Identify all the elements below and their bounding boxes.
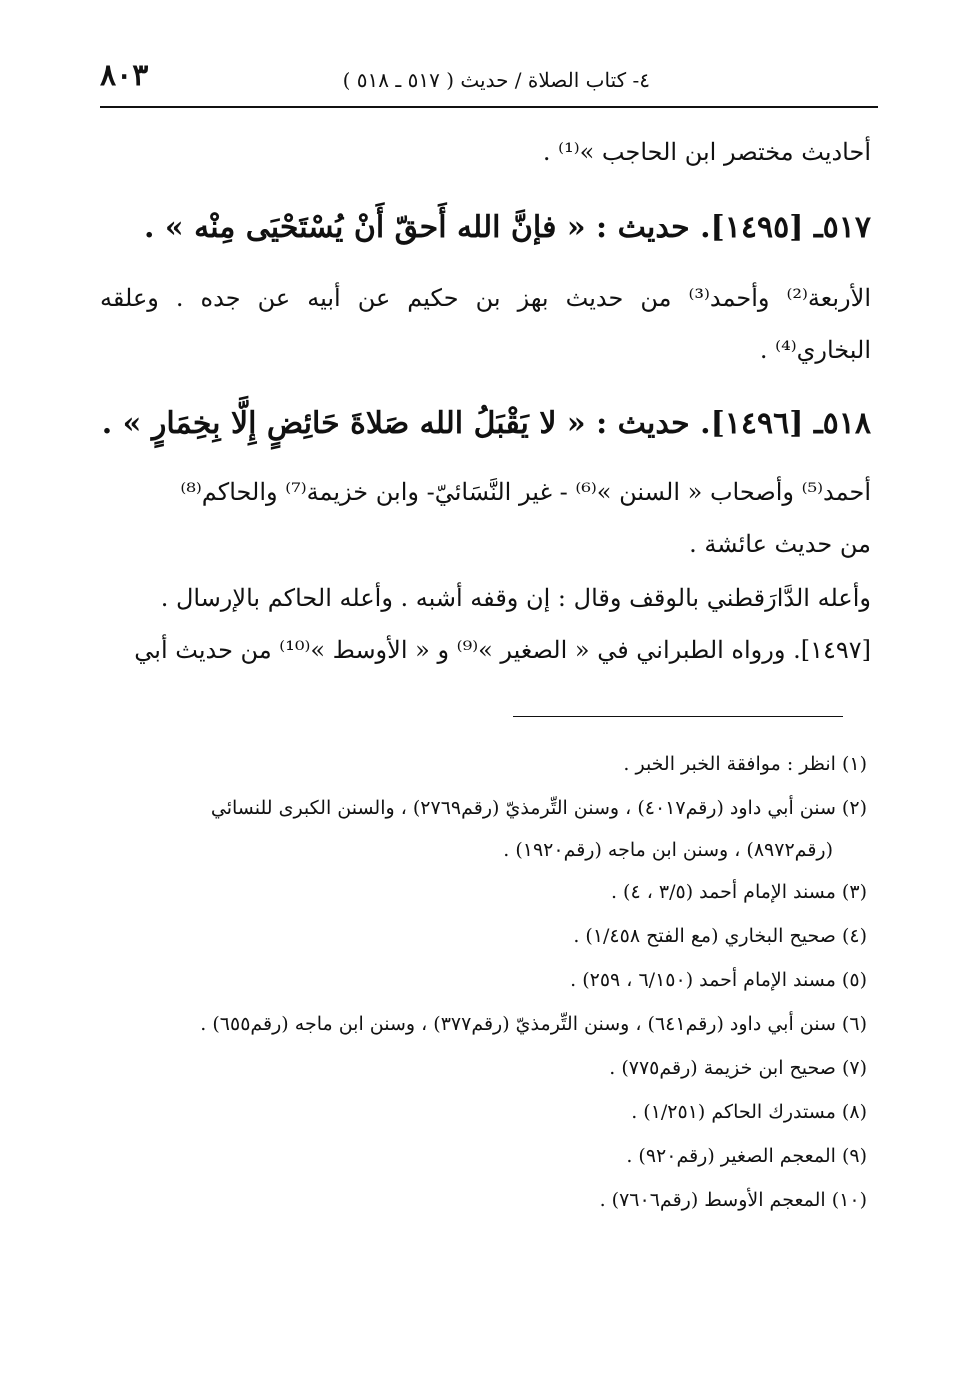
header-rule (100, 106, 878, 108)
footnotes (97, 742, 867, 1222)
hadith-518-paragraph-line: [١٤٩٧]. ورواه الطبراني في « الصغير »⁽⁹⁾ و « الأوسط »⁽¹⁰⁾ من حديث أبي (134, 636, 871, 664)
hadith-518-heading: ٥١٨ـ [١٤٩٦]. حديث : « لا يَقْبَلُ الله صَلاةَ حَائِضٍ إِلَّا بِخِمَارٍ » . (101, 406, 871, 441)
footnote: (٢) سنن أبي داود (رقم٤٠١٧) ، وسنن التِّرمذيّ (رقم٢٧٦٩) ، والسنن الكبرى للنسائي (210, 797, 867, 819)
hadith-517-paragraph-line: الأربعة⁽²⁾ وأحمد⁽³⁾ من حديث بهز بن حكيم عن أبيه عن جده . وعلقه (100, 284, 871, 312)
footnote: (٤) صحيح البخاري (مع الفتح ١/٤٥٨) . (573, 925, 867, 947)
running-head: ٤- كتاب الصلاة / حديث ( ٥١٧ ـ ٥١٨ ) (342, 68, 650, 92)
hadith-517-paragraph-line: البخاري⁽⁴⁾ . (759, 336, 871, 364)
hadith-518-paragraph-line: أحمد⁽⁵⁾ وأصحاب « السنن »⁽⁶⁾ - غير النَّسَائيّ- وابن خزيمة⁽⁷⁾ والحاكم⁽⁸⁾ (180, 478, 871, 506)
body-line: أحاديث مختصر ابن الحاجب »⁽¹⁾ . (542, 138, 871, 166)
footnote: (٥) مسند الإمام أحمد (٦/١٥٠ ، ٢٥٩) . (570, 969, 867, 991)
hadith-518-paragraph-line: وأعله الدَّارَقطني بالوقف وقال : إن وقفه أشبه . وأعله الحاكم بالإرسال . (160, 584, 871, 612)
footnote: (١٠) المعجم الأوسط (رقم٧٦٠٦) . (599, 1189, 867, 1211)
footnote: (٣) مسند الإمام أحمد (٣/٥ ، ٤) . (610, 881, 867, 903)
page-number: ٨٠٣ (100, 58, 149, 93)
hadith-517-heading: ٥١٧ـ [١٤٩٥]. حديث : « فإنَّ الله أَحقّ أَنْ يُسْتَحْيَى مِنْه » . (144, 210, 871, 245)
footnote: (١) انظر : موافقة الخبر الخبر . (623, 753, 867, 775)
footnote: (٦) سنن أبي داود (رقم٦٤١) ، وسنن التِّرمذيّ (رقم٣٧٧) ، وسنن ابن ماجه (رقم٦٥٥) . (200, 1013, 867, 1035)
footnote: (٧) صحيح ابن خزيمة (رقم٧٧٥) . (609, 1057, 867, 1079)
page-header (100, 58, 878, 102)
footnote: (٩) المعجم الصغير (رقم٩٢٠) . (626, 1145, 867, 1167)
footnote: (٨) مستدرك الحاكم (١/٢٥١) . (631, 1101, 867, 1123)
footnote-separator (513, 716, 843, 717)
hadith-518-paragraph-line: من حديث عائشة . (689, 530, 871, 558)
footnote-continuation: (رقم٨٩٧٢) ، وسنن ابن ماجه (رقم١٩٢٠) . (503, 839, 833, 861)
